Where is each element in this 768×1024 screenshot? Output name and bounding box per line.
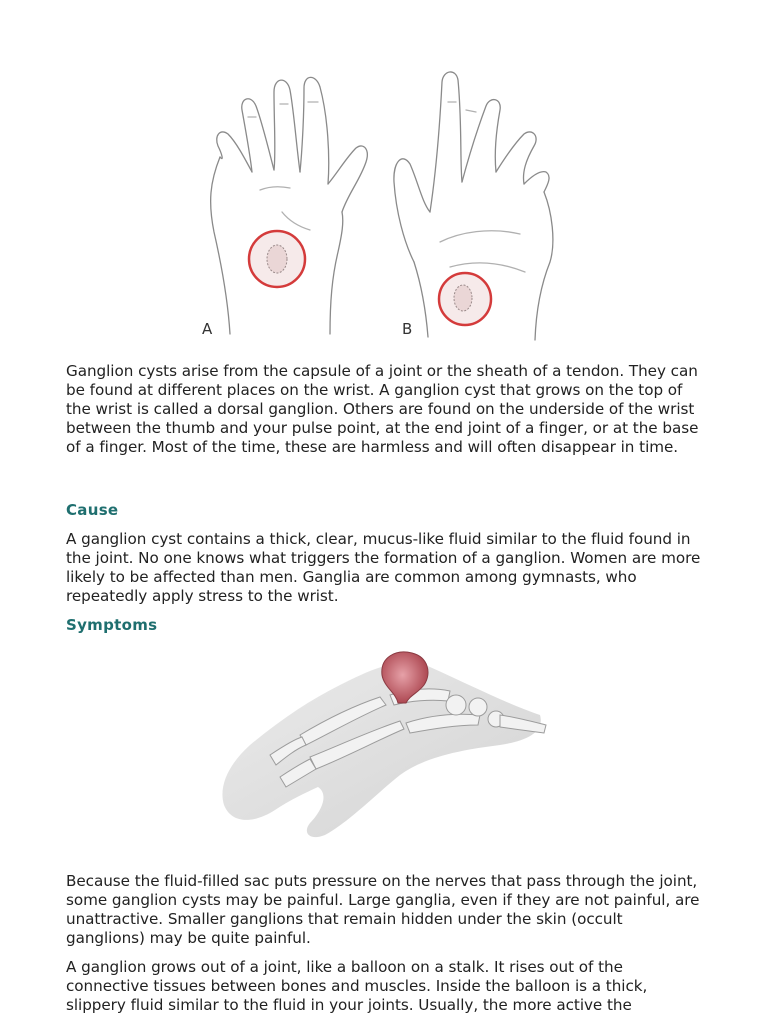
cause-paragraph: A ganglion cyst contains a thick, clear, mucus-like fluid similar to the fluid found in the joint. No one knows what triggers the formation of a ganglion. Women are more likely to be affected than men. Ganglia are common among gymnasts, who repeatedly apply stress to the wrist. (66, 530, 701, 605)
hands-drawing (190, 62, 570, 347)
cyst-skeleton-illustration (210, 645, 560, 845)
cyst-marker-b (439, 273, 491, 325)
cyst-skeleton-drawing (210, 645, 560, 845)
cyst-marker-a (249, 231, 305, 287)
figure-label-b: B (402, 320, 413, 338)
hand-silhouette (222, 663, 540, 837)
hand-a-outline (211, 77, 368, 334)
intro-paragraph: Ganglion cysts arise from the capsule of a joint or the sheath of a tendon. They can be found at different places on the wrist. A ganglion cyst that grows on the top of the wrist is called a dorsal ganglion. Others are found on the underside of the wrist between the thumb and your pulse point, at the end joint of a finger, or at the base of a finger. Most of the time, these are harmless and will often disappear in time. (66, 362, 699, 456)
figure-label-a: A (202, 320, 213, 338)
cause-heading: Cause (66, 501, 119, 519)
hands-illustration (190, 62, 570, 347)
symptoms-heading: Symptoms (66, 616, 158, 634)
symptoms-paragraph-1: Because the fluid-filled sac puts pressure on the nerves that pass through the joint, some ganglion cysts may be painful. Large ganglia, even if they are not painful, are unattractive. Smaller ganglions that remain hidden under the skin (occult ganglions) may be quite painful. (66, 872, 700, 947)
symptoms-paragraph-2: A ganglion grows out of a joint, like a balloon on a stalk. It rises out of the connective tissues between bones and muscles. Inside the balloon is a thick, slippery fluid similar to the fluid in your joints. Usually, the more active the (66, 958, 648, 1014)
